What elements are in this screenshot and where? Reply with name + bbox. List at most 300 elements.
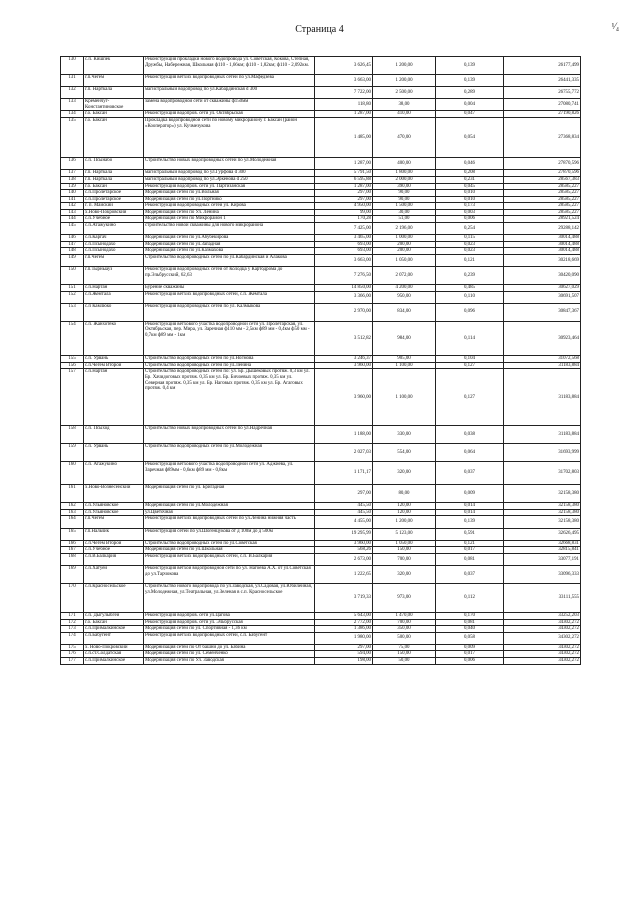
table-row: [61, 658, 581, 665]
settlement-cell: с.п.Чегем Второй: [84, 362, 144, 369]
coefficient-cell: 0,009: [436, 485, 504, 503]
row-number: 152: [61, 291, 84, 303]
cost-cell: 594,00: [315, 651, 373, 658]
length-cell: 2 072,00: [373, 267, 436, 285]
coefficient-cell: 0,139: [436, 516, 504, 528]
settlement-cell: г.п.Тырныауз: [84, 267, 144, 285]
settlement-cell: с.п.Пролетарское: [84, 190, 144, 197]
coefficient-cell: 0,010: [436, 196, 504, 203]
settlement-cell: г.п. Нарткала: [84, 86, 144, 98]
coefficient-cell: 0,047: [436, 111, 504, 118]
description-cell: Модернизация сетей по ул. Спортивная - 1,36 км: [144, 626, 315, 633]
coefficient-cell: 0,139: [436, 57, 504, 75]
length-cell: 150,00: [373, 547, 436, 554]
length-cell: 1 200,00: [373, 516, 436, 528]
row-number: 164: [61, 516, 84, 528]
description-cell: Строительство новых водопроводных сетей по ул.Молодежная: [144, 158, 315, 170]
description-cell: Строительство новых водопроводных сетей по ул.Надречная: [144, 426, 315, 444]
description-cell: Модернизация сетей по ул.Портнико: [144, 196, 315, 203]
settlement-cell: с.п.Бабугент: [84, 632, 144, 644]
coefficient-cell: 0,003: [436, 209, 504, 216]
row-number: 175: [61, 644, 84, 651]
table-row: [61, 626, 581, 633]
cost-cell: 3 960,00: [315, 362, 373, 369]
cumulative-total-cell: 27190,826: [504, 111, 581, 118]
settlement-cell: с.п.Учебное: [84, 216, 144, 223]
length-cell: 2 196,00: [373, 223, 436, 235]
cumulative-total-cell: 34302,272: [504, 658, 581, 665]
settlement-cell: с.п Камлюко: [84, 303, 144, 321]
cost-cell: 3 246,37: [315, 356, 373, 363]
length-cell: 120,00: [373, 503, 436, 510]
table-row: [61, 183, 581, 190]
cumulative-total-cell: 31072,568: [504, 356, 581, 363]
cumulative-total-cell: 30923,464: [504, 321, 581, 356]
cumulative-total-cell: 34302,272: [504, 626, 581, 633]
length-cell: 400,00: [373, 158, 436, 170]
cumulative-total-cell: 33111,555: [504, 583, 581, 612]
cost-cell: 4 455,00: [315, 516, 373, 528]
settlement-cell: с.п.Атажукино: [84, 223, 144, 235]
cost-cell: 297,00: [315, 190, 373, 197]
length-cell: 330,00: [373, 426, 436, 444]
row-number: 167: [61, 547, 84, 554]
coefficient-cell: 0,115: [436, 235, 504, 242]
cost-cell: 1 188,00: [315, 426, 373, 444]
length-cell: 470,00: [373, 117, 436, 157]
settlement-cell: г.п. Нарткала: [84, 176, 144, 183]
table-row: [61, 190, 581, 197]
settlement-cell: с.п. Псынабо: [84, 158, 144, 170]
description-cell: Модернизация сетей по ул.Школьная: [144, 547, 315, 554]
table-row: [61, 583, 581, 612]
row-number: 156: [61, 362, 84, 369]
coefficient-cell: 0,231: [436, 176, 504, 183]
length-cell: 90,00: [373, 190, 436, 197]
row-number: 147: [61, 241, 84, 248]
cost-cell: 5 791,50: [315, 170, 373, 177]
cumulative-total-cell: 31693,999: [504, 444, 581, 462]
row-number: 173: [61, 626, 84, 633]
row-number: 169: [61, 566, 84, 584]
cost-cell: 693,00: [315, 241, 373, 248]
description-cell: Реконструкция ветхих водопроводных сетей, с.п. Бабугент: [144, 632, 315, 644]
cost-cell: 445,50: [315, 503, 373, 510]
cumulative-total-cell: 26177,499: [504, 57, 581, 75]
table-row: [61, 566, 581, 584]
cost-cell: 1 222,65: [315, 566, 373, 584]
coefficient-cell: 0,064: [436, 444, 504, 462]
table-row: [61, 74, 581, 86]
description-cell: Реконструкция ветхих водопроводных сетей, с.п. В.Балкария: [144, 553, 315, 565]
settlement-cell: с.п. Атажукино: [84, 461, 144, 484]
description-cell: Реконструкция водопроводных сетей от Колодца у Картодрома до пр.Эльбрусский, 62,63: [144, 267, 315, 285]
coefficient-cell: 0,037: [436, 461, 504, 484]
cumulative-total-cell: 28585,227: [504, 209, 581, 216]
coefficient-cell: 0,010: [436, 190, 504, 197]
cumulative-total-cell: 28567,383: [504, 176, 581, 183]
coefficient-cell: 0,254: [436, 223, 504, 235]
cumulative-total-cell: 28585,227: [504, 190, 581, 197]
description-cell: Строительство водопроводных сетей по ул.Советская: [144, 540, 315, 547]
cost-cell: 3 512,82: [315, 321, 373, 356]
description-cell: Реконструкция водопров. сети ул. Октябрьская: [144, 111, 315, 118]
settlement-cell: с.п. Псыход: [84, 426, 144, 444]
row-number: 137: [61, 170, 84, 177]
coefficient-cell: 0,127: [436, 369, 504, 426]
settlement-cell: с.п.Ульяновское: [84, 509, 144, 516]
settlement-cell: с.п.Ульяновское: [84, 503, 144, 510]
coefficient-cell: 0,110: [436, 291, 504, 303]
description-cell: Строительство водопроводных сетей по ул.Кабардинская и Алакова: [144, 255, 315, 267]
settlement-cell: с.п. Кишпек: [84, 57, 144, 75]
table-row: [61, 644, 581, 651]
length-cell: 834,00: [373, 303, 436, 321]
table-row: [61, 516, 581, 528]
table-row: [61, 255, 581, 267]
cumulative-total-cell: 32668,831: [504, 540, 581, 547]
table-row: [61, 291, 581, 303]
description-cell: Реконструкция прокладки нового водопровода ул. Советская, Кокова, Степная, Дружбы, Набережная, Школьная ф110 - 1,66км; ф110 - 1,82км; ф110 - 2,092км.: [144, 57, 315, 75]
coefficient-cell: 0,023: [436, 241, 504, 248]
table-row: [61, 509, 581, 516]
description-cell: Строительство водопроводных сетей по: ул. Бр. Дышековых протяж. 0,3 км ул. Бр. Хачидоговых протяж. 0,35 км ул. Бр. Бичоевых протяж. 0,35 км ул. Северная протяж. 0,35 км ул. Бр. Наговых протяж. 0,35 км ул. Бр. Агаговых протяж. 0,4 км: [144, 369, 315, 426]
row-number: 158: [61, 426, 84, 444]
length-cell: 150,00: [373, 651, 436, 658]
row-number: 141: [61, 196, 84, 203]
row-number: 154: [61, 321, 84, 356]
description-cell: Модернизация сетей по ул.Абубекирова: [144, 235, 315, 242]
description-cell: Модернизация сетей по От башни до ул. Бабина: [144, 644, 315, 651]
settlement-cell: х.Ново-Покровский: [84, 209, 144, 216]
cost-cell: 693,00: [315, 248, 373, 255]
cost-cell: 3 663,00: [315, 74, 373, 86]
length-cell: 1 050,00: [373, 540, 436, 547]
length-cell: 984,00: [373, 321, 436, 356]
coefficient-cell: 0,112: [436, 583, 504, 612]
table-row: [61, 426, 581, 444]
description-cell: Модернизация сетей по ул. Семенченко: [144, 651, 315, 658]
row-number: 155: [61, 356, 84, 363]
coefficient-cell: 0,121: [436, 540, 504, 547]
settlement-cell: с.п.Прималкинское: [84, 658, 144, 665]
coefficient-cell: 0,009: [436, 644, 504, 651]
cost-cell: 7 276,50: [315, 267, 373, 285]
cumulative-total-cell: 28585,227: [504, 203, 581, 210]
cumulative-total-cell: 31702,803: [504, 461, 581, 484]
table-row: [61, 267, 581, 285]
row-number: 135: [61, 117, 84, 157]
cost-cell: 2 027,03: [315, 444, 373, 462]
row-number: 161: [61, 485, 84, 503]
settlement-cell: г.п.Чегем: [84, 516, 144, 528]
description-cell: замена водопроводной сети от скважины ф150мм: [144, 99, 315, 111]
settlement-cell: с.п.Жемтала: [84, 291, 144, 303]
length-cell: 1 200,00: [373, 74, 436, 86]
coefficient-cell: 0,121: [436, 255, 504, 267]
cumulative-total-cell: 27870,596: [504, 170, 581, 177]
length-cell: 410,00: [373, 111, 436, 118]
cost-cell: 7 425,00: [315, 223, 373, 235]
table-row: [61, 57, 581, 75]
description-cell: Строительство нового водопровода по ул.Заводская, ул.Садовая, ул.Юбилейная, ул.Молодежная, ул.Театральная, ул.Зеленая в с.п. Красносельское: [144, 583, 315, 612]
description-cell: Реконструкция водопроводных сетей по ул. Калмыкова: [144, 303, 315, 321]
row-number: 157: [61, 369, 84, 426]
cumulative-total-cell: 32158,380: [504, 485, 581, 503]
length-cell: 1 500,00: [373, 203, 436, 210]
length-cell: 700,00: [373, 553, 436, 565]
coefficient-cell: 0,591: [436, 528, 504, 540]
cumulative-total-cell: 34302,272: [504, 619, 581, 626]
table-row: [61, 99, 581, 111]
row-number: 139: [61, 183, 84, 190]
description-cell: Реконструкция водопров. сети ул. Партизанская: [144, 183, 315, 190]
cumulative-total-cell: 30014,488: [504, 241, 581, 248]
length-cell: 973,00: [373, 583, 436, 612]
settlement-cell: г.п.Чегем: [84, 255, 144, 267]
settlement-cell: г.п. Нарткала: [84, 170, 144, 177]
cumulative-total-cell: 34302,272: [504, 644, 581, 651]
description-cell: Реконструкция водопров. сети ул. Эльбрусская: [144, 619, 315, 626]
corner-mark: ¹⁄₄: [611, 21, 619, 31]
row-number: 136: [61, 158, 84, 170]
settlement-cell: х. Ново-Покровский: [84, 644, 144, 651]
table-row: [61, 485, 581, 503]
settlement-cell: с.п.Чегем Второй: [84, 540, 144, 547]
table-row: [61, 216, 581, 223]
coefficient-cell: 0,054: [436, 117, 504, 157]
cost-cell: 3 366,00: [315, 291, 373, 303]
cumulative-total-cell: 29288,142: [504, 223, 581, 235]
cumulative-total-cell: 30014,488: [504, 248, 581, 255]
description-cell: Модернизация сетей по Ул. Заводская: [144, 658, 315, 665]
table-row: [61, 547, 581, 554]
description-cell: Прокладка водопроводной сети по новому микрорайону г. Баксан (район «Кооператор») ул. Кучмезукова: [144, 117, 315, 157]
cumulative-total-cell: 30420,090: [504, 267, 581, 285]
length-cell: 905,00: [373, 356, 436, 363]
table-row: [61, 196, 581, 203]
cumulative-total-cell: 33252,203: [504, 612, 581, 619]
settlement-cell: с.п.Красносельское: [84, 583, 144, 612]
row-number: 149: [61, 255, 84, 267]
cumulative-total-cell: 34302,272: [504, 632, 581, 644]
coefficient-cell: 0,017: [436, 651, 504, 658]
cost-cell: 170,28: [315, 216, 373, 223]
cumulative-total-cell: 31183,884: [504, 362, 581, 369]
row-number: 159: [61, 444, 84, 462]
cumulative-total-cell: 30691,507: [504, 291, 581, 303]
table-row: [61, 619, 581, 626]
length-cell: 5 123,00: [373, 528, 436, 540]
cost-cell: 297,00: [315, 196, 373, 203]
length-cell: 1 470,00: [373, 612, 436, 619]
settlement-cell: Кременчуг-Константиновское: [84, 99, 144, 111]
coefficient-cell: 0,239: [436, 267, 504, 285]
row-number: 172: [61, 619, 84, 626]
length-cell: 700,00: [373, 619, 436, 626]
table-row: [61, 369, 581, 426]
table-row: [61, 356, 581, 363]
cost-cell: 1 287,00: [315, 111, 373, 118]
description-cell: Реконструкция водопров. сети ул.Цагова: [144, 612, 315, 619]
coefficient-cell: 0,173: [436, 203, 504, 210]
row-number: 177: [61, 658, 84, 665]
cost-cell: 568,26: [315, 547, 373, 554]
table-row: [61, 111, 581, 118]
cost-cell: 6 595,88: [315, 176, 373, 183]
cost-cell: 3 663,00: [315, 255, 373, 267]
cost-cell: 118,80: [315, 99, 373, 111]
row-number: 148: [61, 248, 84, 255]
length-cell: 390,00: [373, 183, 436, 190]
cumulative-total-cell: 31183,884: [504, 426, 581, 444]
cost-cell: 3 960,00: [315, 540, 373, 547]
row-number: 132: [61, 86, 84, 98]
cumulative-total-cell: 30218,669: [504, 255, 581, 267]
coefficient-cell: 0,114: [436, 321, 504, 356]
description-cell: строительство новой скважины для нового микрорайона: [144, 223, 315, 235]
cost-cell: 1 485,00: [315, 117, 373, 157]
settlement-cell: с.п.Хатуей: [84, 566, 144, 584]
cumulative-total-cell: 28921,524: [504, 216, 581, 223]
length-cell: 554,00: [373, 444, 436, 462]
row-number: 160: [61, 461, 84, 484]
table-row: [61, 651, 581, 658]
coefficient-cell: 0,017: [436, 547, 504, 554]
coefficient-cell: 0,289: [436, 86, 504, 98]
cumulative-total-cell: 27368,834: [504, 117, 581, 157]
description-cell: Реконструкция ветхового участка водопроводной сети ул. Пролетарская, ул. Октябрьская, пер. Мира, ул. Заречная ф110 мм - 2,5км ф89 мм - 0,4км ф50 мм - 0,7км ф89 мм - 1км: [144, 321, 315, 356]
row-number: 176: [61, 651, 84, 658]
settlement-cell: г.о. Баксан: [84, 117, 144, 157]
cumulative-total-cell: 32626,495: [504, 528, 581, 540]
coefficient-cell: 0,046: [436, 158, 504, 170]
cumulative-total-cell: 31183,884: [504, 369, 581, 426]
description-cell: Реконструкция ветхой водопроводной сети по ул. Нагоева А.Х. от ул.Советская до ул.Тарчокова: [144, 566, 315, 584]
length-cell: 200,00: [373, 248, 436, 255]
cumulative-total-cell: 32158,380: [504, 516, 581, 528]
length-cell: 50,00: [373, 658, 436, 665]
settlement-cell: с.п.Псынодахо: [84, 248, 144, 255]
table-row: [61, 321, 581, 356]
description-cell: магистральный водопровод по ул.Гурфова d 300: [144, 170, 315, 177]
projects-table: [60, 56, 581, 665]
length-cell: 1 800,00: [373, 170, 436, 177]
coefficient-cell: 0,127: [436, 362, 504, 369]
table-row: [61, 170, 581, 177]
settlement-cell: г.о. Баксан: [84, 619, 144, 626]
row-number: 171: [61, 612, 84, 619]
row-number: 138: [61, 176, 84, 183]
coefficient-cell: 0,040: [436, 626, 504, 633]
cost-cell: 1 171,17: [315, 461, 373, 484]
settlement-cell: с.п.Учебное: [84, 547, 144, 554]
description-cell: Строительство водопроводных сетей по ул.Молодежная: [144, 444, 315, 462]
row-number: 174: [61, 632, 84, 644]
description-cell: Реконструкция ветхового участка водопроводной сети ул. Аджиева, ул. Заречная ф89мм - 0,6км ф89 мм - 0,8км: [144, 461, 315, 484]
table-row: [61, 444, 581, 462]
row-number: 162: [61, 503, 84, 510]
table-row: [61, 303, 581, 321]
table-row: [61, 285, 581, 292]
settlement-cell: с.п.Нартан: [84, 369, 144, 426]
description-cell: Модернизация сетей по ул. Бригадная: [144, 485, 315, 503]
length-cell: 350,00: [373, 626, 436, 633]
cumulative-total-cell: 33096,333: [504, 566, 581, 584]
page-title: Страница 4: [295, 24, 344, 35]
cumulative-total-cell: 32158,380: [504, 509, 581, 516]
length-cell: 30,00: [373, 209, 436, 216]
row-number: 145: [61, 223, 84, 235]
cumulative-total-cell: 28585,227: [504, 183, 581, 190]
description-cell: Строительство водопроводных сетей по ул.Ногмова: [144, 356, 315, 363]
table-row: [61, 248, 581, 255]
description-cell: Реконструкция водопроводных сетей ул. Кирова: [144, 203, 315, 210]
row-number: 146: [61, 235, 84, 242]
length-cell: 1 000,00: [373, 235, 436, 242]
cumulative-total-cell: 32815,841: [504, 547, 581, 554]
table-row: [61, 503, 581, 510]
row-number: 130: [61, 57, 84, 75]
length-cell: 1 100,00: [373, 362, 436, 369]
cost-cell: 297,00: [315, 485, 373, 503]
length-cell: 2 000,00: [373, 176, 436, 183]
cost-cell: 2 970,00: [315, 303, 373, 321]
length-cell: 38,00: [373, 99, 436, 111]
description-cell: Модернизация сетей по Ул. Ленина: [144, 209, 315, 216]
row-number: 131: [61, 74, 84, 86]
settlement-cell: г.п.Чегем: [84, 74, 144, 86]
coefficient-cell: 0,037: [436, 566, 504, 584]
table-row: [61, 612, 581, 619]
cumulative-total-cell: 30627,029: [504, 285, 581, 292]
coefficient-cell: 0,096: [436, 303, 504, 321]
settlement-cell: с.п.Прималкинское: [84, 626, 144, 633]
table-row: [61, 209, 581, 216]
table-row: [61, 362, 581, 369]
length-cell: 200,00: [373, 241, 436, 248]
cost-cell: 1 386,00: [315, 626, 373, 633]
settlement-cell: с.п. Урвань: [84, 444, 144, 462]
length-cell: 80,00: [373, 485, 436, 503]
cost-cell: 7 722,00: [315, 86, 373, 98]
cumulative-total-cell: 26755,772: [504, 86, 581, 98]
cost-cell: 297,00: [315, 644, 373, 651]
settlement-cell: с.п. Дыгулыбгей: [84, 612, 144, 619]
settlement-cell: г.о. Баксан: [84, 183, 144, 190]
table-row: [61, 241, 581, 248]
cost-cell: 1 287,00: [315, 183, 373, 190]
length-cell: 120,00: [373, 509, 436, 516]
table-row: [61, 86, 581, 98]
row-number: 165: [61, 528, 84, 540]
cost-cell: 1 287,00: [315, 158, 373, 170]
coefficient-cell: 0,045: [436, 183, 504, 190]
description-cell: Реконструкция сетей по ул.Шогенцукова от д 100м до д 500м: [144, 528, 315, 540]
cumulative-total-cell: 27870,596: [504, 158, 581, 170]
table-row: [61, 632, 581, 644]
cumulative-total-cell: 30014,488: [504, 235, 581, 242]
description-cell: Бурение скважины: [144, 285, 315, 292]
cost-cell: 198,00: [315, 658, 373, 665]
cumulative-total-cell: 30847,367: [504, 303, 581, 321]
coefficient-cell: 0,485: [436, 285, 504, 292]
length-cell: 500,00: [373, 632, 436, 644]
table-row: [61, 553, 581, 565]
cost-cell: 445,50: [315, 509, 373, 516]
coefficient-cell: 0,004: [436, 99, 504, 111]
cost-cell: 3 626,45: [315, 57, 373, 75]
